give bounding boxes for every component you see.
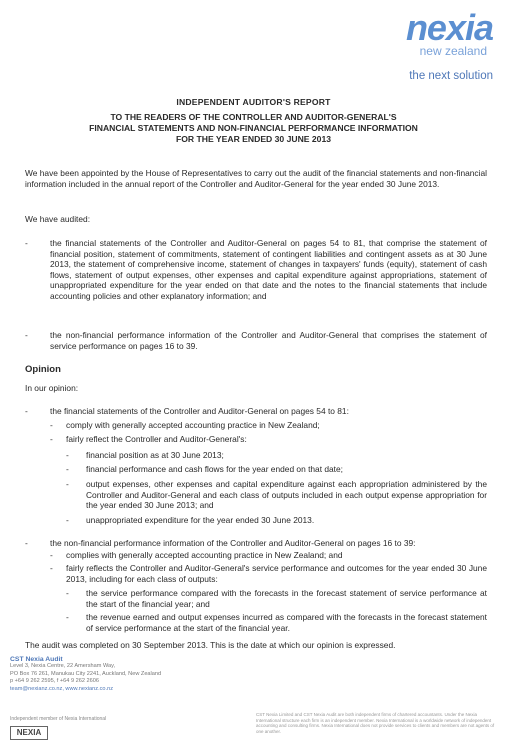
bullet-dash: - (66, 464, 69, 474)
logo-wordmark: nexia (405, 7, 493, 48)
opinion-fs-comply: comply with generally accepted accounting practice in New Zealand; (66, 420, 320, 430)
opinion-fs-sub: financial performance and cash flows for the year ended on that date; (86, 464, 343, 474)
bullet-dash: - (66, 588, 69, 598)
opinion-fs-sub: output expenses, other expenses and capital expenditure against each appropriation administered by the Controller and Auditor-General and each class of outputs included in each output expense appropriation for the year ended 30 June 2013; and (86, 479, 487, 511)
subtitle-line: FINANCIAL STATEMENTS AND NON-FINANCIAL PERFORMANCE INFORMATION (89, 123, 418, 133)
footer-company: CST Nexia Audit (10, 656, 63, 663)
bullet-dash: - (50, 434, 53, 444)
opinion-nfp-comply: complies with generally accepted accounting practice in New Zealand; and (66, 550, 343, 560)
bullet-dash: - (50, 550, 53, 560)
footer-line: p +64 9 262 2595, f +64 9 262 2606 (10, 678, 99, 685)
nexia-logo (353, 7, 493, 58)
report-title: INDEPENDENT AUDITOR'S REPORT (176, 97, 331, 107)
subtitle-line: FOR THE YEAR ENDED 30 JUNE 2013 (175, 134, 332, 144)
bullet-dash: - (66, 515, 69, 525)
tagline: the next solution (409, 70, 493, 82)
footer-address (10, 656, 161, 693)
audited-item-nonfinancial: the non-financial performance information of the Controller and Auditor-General that comprises the statement of service performance on pages 16 to 39. (50, 330, 487, 351)
bullet-dash: - (50, 420, 53, 430)
bullet-dash: - (25, 538, 28, 548)
subtitle-line: TO THE READERS OF THE CONTROLLER AND AUDITOR-GENERAL'S (110, 112, 397, 122)
bullet-dash: - (25, 330, 28, 340)
footer-line: Level 3, Nexia Centre, 22 Amersham Way, (10, 663, 116, 670)
opinion-fs-sub: financial position as at 30 June 2013; (86, 450, 224, 460)
nexia-international-badge: NEXIA (10, 726, 48, 740)
member-note: Independent member of Nexia International (10, 716, 107, 722)
audited-item-financial: the financial statements of the Controller and Auditor-General on pages 54 to 81, that comprise the statement of financial position, statement of commitments, statement of contingent liabilities and contingent assets as at 30 June 2013, the statement of comprehensive income, statement of changes in taxpayers' funds (equity), statement of cash flows, statement of output expenses, other expenses and capital expenditure against appropriations, statement of unappropriated expenditure for the year ended on that date and the notes to the financial statements that include accounting policies and other explanatory information; and (50, 238, 487, 301)
footer-contact-link[interactable]: team@nexianz.co.nz, www.nexianz.co.nz (10, 685, 113, 692)
intro-paragraph: We have been appointed by the House of Representatives to carry out the audit of the financial statements and non-financial information included in the annual report of the Controller and Auditor-General for the year ended 30 June 2013. (25, 168, 487, 189)
opinion-fs-sub: unappropriated expenditure for the year ended 30 June 2013. (86, 515, 315, 525)
opinion-nfp-sub: the service performance compared with the forecasts in the forecast statement of service performance at the start of the financial year; and (86, 588, 487, 609)
bullet-dash: - (66, 450, 69, 460)
legal-disclaimer: CST Nexia Limited and CST Nexia Audit are both independent firms of chartered accountants. Under the Nexia International structure each firm is an independent member. Nexia International is a worldwide network of independent accounting and consulting firms. Nexia International does not provide services to clients and members are not agents of one another. (256, 712, 495, 734)
report-subtitle (0, 112, 507, 145)
bullet-dash: - (50, 563, 53, 573)
opinion-nfp-sub: the revenue earned and output expenses incurred as compared with the forecasts in the forecast statement of service performance at the start of the financial year. (86, 612, 487, 633)
bullet-dash: - (25, 238, 28, 248)
opinion-fs-lead: the financial statements of the Controller and Auditor-General on pages 54 to 81: (50, 406, 349, 416)
bullet-dash: - (66, 612, 69, 622)
logo-region: new zealand (419, 44, 487, 58)
opinion-fs-fairly: fairly reflect the Controller and Auditor-General's: (66, 434, 247, 444)
footer-line: PO Box 76 261, Manukau City 2241, Auckland, New Zealand (10, 670, 162, 677)
bullet-dash: - (25, 406, 28, 416)
opinion-nfp-fairly: fairly reflects the Controller and Auditor-General's service performance and outcomes for the year ended 30 June 2013, including for each class of outputs: (66, 563, 487, 584)
bullet-dash: - (66, 479, 69, 489)
opinion-heading: Opinion (25, 364, 61, 375)
audited-lead: We have audited: (25, 214, 91, 224)
opinion-nfp-lead: the non-financial performance information of the Controller and Auditor-General on pages 16 to 39: (50, 538, 416, 548)
completion-statement: The audit was completed on 30 September 2013. This is the date at which our opinion is expressed. (25, 640, 396, 650)
opinion-lead: In our opinion: (25, 383, 79, 393)
